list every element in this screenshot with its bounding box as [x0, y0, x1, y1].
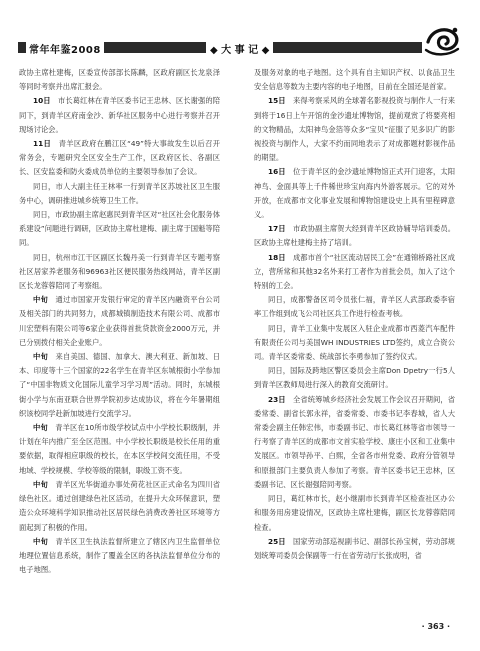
event-text: 位于青羊区的金沙遗址博物馆正式开门迎客，太阳神鸟、金面具等上千件稀世珍宝向海内外游客展示。它的对外开放，在成都市文化事业发展和博物馆建设史上具有里程碑意义。: [254, 167, 456, 220]
event-paragraph: [254, 293, 455, 321]
event-paragraph: [19, 251, 220, 294]
event-text: 市长葛红林在青羊区委书记王忠林、区长谢强的陪同下，到青羊区府南金沙、新华社区服务中心进行考察并召开现场讨论会。: [19, 96, 221, 134]
event-text: 市政协副主席贺大经到青羊区政协辅导培训委员。区政协主席杜建梅主持了培训。: [254, 224, 456, 248]
event-date: 18日: [268, 252, 286, 262]
left-column: [19, 66, 220, 577]
event-paragraph: [19, 293, 220, 350]
event-text: 及服务对象的电子地图。这个具有自主知识产权、以食品卫生安全信息等数为主要内容的电子地图，目前在全国还是首家。: [254, 68, 455, 92]
event-text: 同日，市人大副主任王林率一行到青羊区苏坡社区卫生服务中心，调研推进城乡统筹卫生工作。: [19, 181, 220, 205]
event-date: 17日: [268, 224, 286, 234]
event-paragraph: [19, 208, 220, 251]
yearbook-title: 常年年鉴2008: [26, 41, 104, 56]
event-paragraph: [19, 94, 220, 137]
event-text: 来得考察采风的全球著名影视投资与制作人一行来到将于16日上午开馆的金沙遗址博物馆，提前观赏了将要亮相的文物精品，太阳神鸟金箔等众多“宝贝”征服了见多识广的影视投资与制作人，大家不约而同地表示了对成都题材影视作品的期望。: [254, 96, 456, 163]
event-date: 23日: [268, 394, 286, 404]
event-text: 来自美国、德国、加拿大、澳大利亚、新加坡、日本、印度等十三个国家的22名学生在青羊区东城根街小学参加了“中国非物质文化国际儿童学习学习周”活动。同时，东城根街小学与东南亚联合世界学院初步达成协议，将在今年暑期组织该校同学赴新加坡进行交流学习。: [19, 352, 221, 418]
event-paragraph: [19, 478, 220, 535]
event-date: 25日: [268, 536, 286, 546]
event-paragraph: [254, 165, 455, 222]
event-text: 通过市国家开发银行审定的青羊区内融资平台公司及相关部门的共同努力，成都城镇制造技术有限公司、成都市川宏塑料有限公司等6家企业获得首批贷款资金2000万元，并已分别拨付相关企业账户。: [19, 295, 221, 347]
page-number: · 363 ·: [421, 622, 450, 631]
event-paragraph: [254, 364, 455, 392]
event-paragraph: [254, 535, 455, 563]
event-paragraph: [19, 66, 220, 94]
event-text: 青羊区政府在鹏江区“49”特大事故发生以后召开常务会，专题研究全区安全生产工作，区政府区长、各副区长、区安监委和防火委成员单位的主要领导参加了会议。: [19, 139, 221, 177]
event-text: 同日，市政协副主席赵惠民到青羊区对“社区社会化服务体系建设”问题进行调研，区政协主席杜建梅、副主席于国魁等陪同。: [19, 210, 220, 248]
event-paragraph: [254, 251, 455, 294]
event-text: 政协主席杜建梅，区委宣传部部长陈麟，区政府副区长龙泉泽等同时考察并出席汇报会。: [19, 68, 220, 92]
event-text: 同日，杭州市江干区副区长魏丹美一行到青羊区专题考察社区居家养老服务和96963社区便民服务热线网站，青羊区副区长龙蓉蓉陪同了考察组。: [19, 252, 220, 291]
page-header: [0, 0, 480, 58]
event-text: 全省统筹城乡经济社会发展工作会议召开期间，省委常委、副省长郭永祥，省委常委、市委书记李春城，省人大常委会副主任韩宏伟，市委副书记、市长葛红林等省市领导一行考察了青羊区的成都市文首实验学校、康庄小区和工业集中发展区。市领导孙平、白熙，全省各市州党委、政府分管领导和原报部门主要负责人参加了考察。青羊区委书记王忠林，区委副书记、区长谢强陪同考察。: [254, 394, 456, 489]
event-paragraph: [254, 66, 455, 94]
event-text: 同日，国际及跨地区警区委员会主席Don Dpetry一行5人到青羊区教师局进行深入的教育交流研讨。: [254, 366, 455, 390]
event-paragraph: [19, 137, 220, 180]
section-title: ◆ 大 事 记 ◆: [206, 41, 273, 56]
event-date: 16日: [268, 167, 286, 177]
event-date: 中旬: [33, 479, 48, 489]
event-paragraph: [19, 535, 220, 578]
event-text: 成都市首个“社区流动居民工会”在通锦桥路社区成立，营所常和其他32名外来打工者作为首批会员，加入了这个特别的工会。: [254, 252, 456, 291]
event-paragraph: [254, 492, 455, 535]
event-date: 10日: [33, 96, 51, 106]
event-text: 同日，青羊工业集中发展区入驻企业成都市西菱汽车配件有限责任公司与美国WH INDUSTRIES LTD签约，成立合资公司。青羊区委常委、统战部长李勇参加了签约仪式。: [254, 323, 455, 362]
event-paragraph: [254, 322, 455, 365]
event-text: 青羊区卫生执法监督所建立了辖区内卫生监督单位地理位置信息系统，制作了覆盖全区的各执法监督单位分布的电子地图。: [19, 536, 221, 575]
event-paragraph: [19, 350, 220, 421]
event-paragraph: [254, 94, 455, 165]
event-paragraph: [254, 222, 455, 250]
event-date: 中旬: [33, 536, 48, 546]
event-paragraph: [19, 180, 220, 208]
yearbook-logo-icon: [422, 22, 464, 58]
event-date: 15日: [268, 96, 286, 106]
event-date: 11日: [33, 139, 52, 149]
event-text: 青羊区在10所市级学校试点中小学校长职级制，并计划在年内推广至全区范围。中小学校长职级是校长任用的重要依据，取得相应职级的校长，在本区学校间交流任用，不受地域、学校规模、学校等级的限制，职级工资不变。: [19, 423, 220, 475]
event-text: 青羊区光华街道办事处荷花社区正式命名为四川省绿色社区。通过创建绿色社区活动，在提升大众环保意识，塑造公众环境科学知识推动社区居民绿色消费改善社区环境等方面起到了积极的作用。: [19, 479, 221, 532]
event-date: 中旬: [33, 295, 48, 305]
event-text: 同日，成都警备区司令员张仁福，青羊区人武部政委李宿率工作组到成飞公司社区兵工作进行检查考核。: [254, 295, 455, 319]
event-date: 中旬: [33, 352, 48, 362]
event-paragraph: [254, 393, 455, 492]
right-column: [254, 66, 455, 563]
event-paragraph: [19, 421, 220, 478]
event-text: 国家劳动部巡视副书记、副部长孙宝树，劳动部规划统筹司委员会保副等一行在省劳动厅长张成明，省: [254, 536, 456, 560]
event-text: 同日，葛红林市长，赵小继副市长到青羊区检查社区办公和服务用房建设情况，区政协主席杜建梅，副区长龙蓉蓉陪同检查。: [254, 494, 455, 532]
event-date: 中旬: [33, 423, 48, 433]
